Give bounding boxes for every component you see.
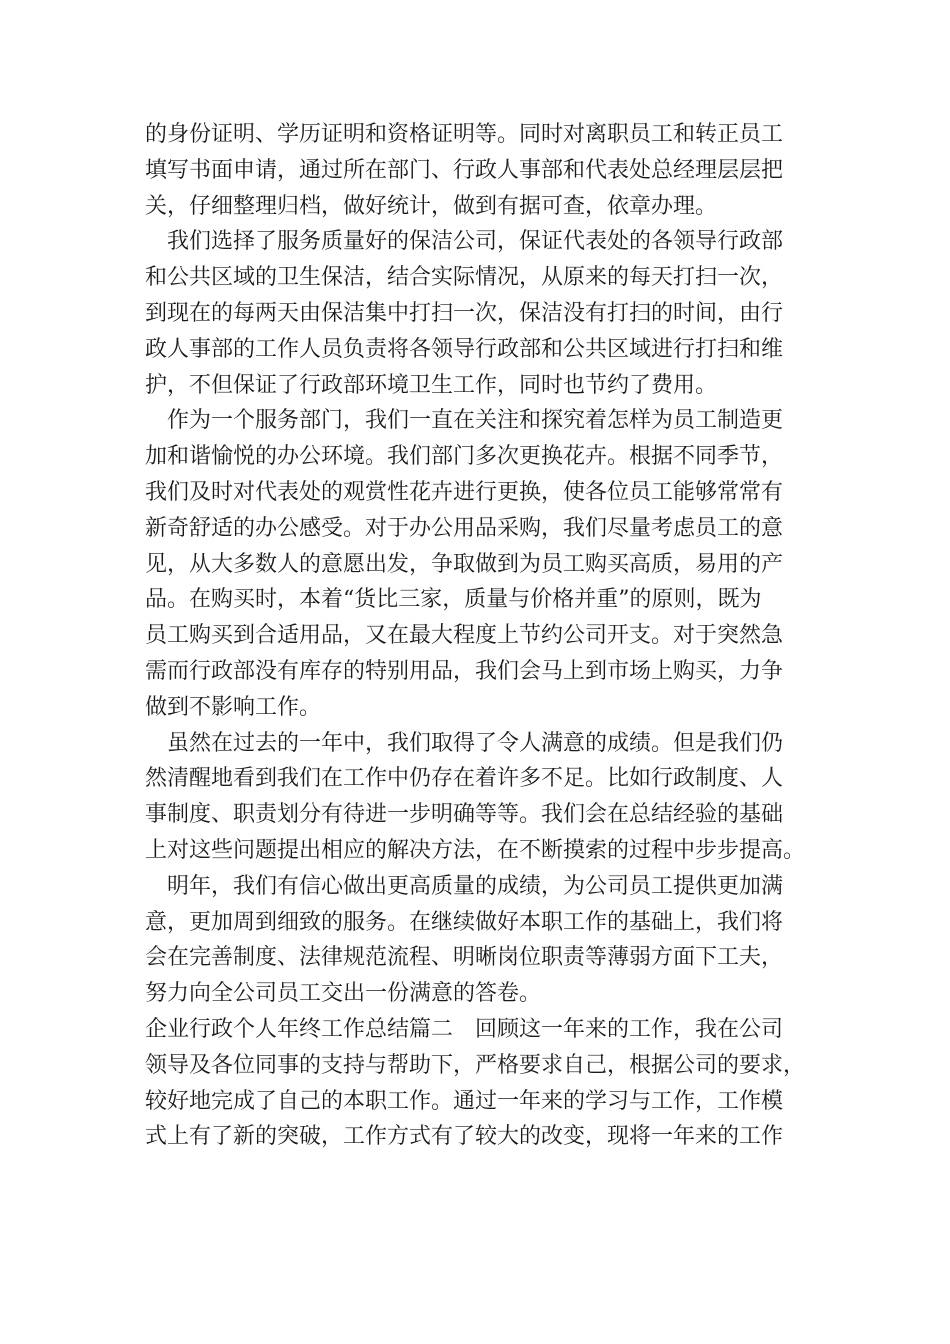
text-line: 的身份证明、学历证明和资格证明等。同时对离职员工和转正员工	[145, 122, 784, 147]
text-line: 员工购买到合适用品，又在最大程度上节约公司开支。对于突然急	[145, 623, 784, 649]
text-line: 较好地完成了自己的本职工作。通过一年来的学习与工作，工作模	[145, 1088, 784, 1114]
text-line: 上对这些问题提出相应的解决方法，在不断摸索的过程中步步提高。	[145, 837, 806, 863]
text-line: 式上有了新的突破，工作方式有了较大的改变，现将一年来的工作	[145, 1124, 784, 1150]
text-line: 然清醒地看到我们在工作中仍存在着许多不足。比如行政制度、人	[145, 766, 784, 792]
text-line: 领导及各位同事的支持与帮助下，严格要求自己，根据公司的要求，	[145, 1052, 806, 1078]
text-line: 见，从大多数人的意愿出发，争取做到为员工购买高质，易用的产	[145, 551, 784, 577]
paragraph-start-line: 明年，我们有信心做出更高质量的成绩，为公司员工提供更加满	[167, 873, 784, 899]
text-line: 新奇舒适的办公感受。对于办公用品采购，我们尽量考虑员工的意	[145, 515, 784, 541]
text-line: 意，更加周到细致的服务。在继续做好本职工作的基础上，我们将	[145, 909, 784, 935]
text-line: 会在完善制度、法律规范流程、明晰岗位职责等薄弱方面下工夫，	[145, 945, 784, 971]
text-line: 事制度、职责划分有待进一步明确等等。我们会在总结经验的基础	[145, 802, 784, 828]
text-line: 护，不但保证了行政部环境卫生工作，同时也节约了费用。	[145, 372, 718, 398]
text-line: 做到不影响工作。	[145, 694, 322, 720]
document-body	[145, 117, 825, 1155]
paragraph-start-line: 我们选择了服务质量好的保洁公司，保证代表处的各领导行政部	[167, 229, 784, 255]
text-line: 加和谐愉悦的办公环境。我们部门多次更换花卉。根据不同季节，	[145, 444, 784, 470]
paragraph-start-line: 虽然在过去的一年中，我们取得了令人满意的成绩。但是我们仍	[167, 730, 784, 756]
text-line: 努力向全公司员工交出一份满意的答卷。	[145, 981, 542, 1007]
text-line: 填写书面申请，通过所在部门、行政人事部和代表处总经理层层把	[145, 157, 784, 183]
paragraph-start-line: 作为一个服务部门，我们一直在关注和探究着怎样为员工制造更	[167, 408, 784, 434]
text-line: 政人事部的工作人员负责将各领导行政部和公共区域进行打扫和维	[145, 336, 784, 362]
text-line: 到现在的每两天由保洁集中打扫一次，保洁没有打扫的时间，由行	[145, 300, 784, 326]
text-line: 和公共区域的卫生保洁，结合实际情况，从原来的每天打扫一次，	[145, 265, 784, 291]
section-heading-line: 企业行政个人年终工作总结篇二 回顾这一年来的工作，我在公司	[145, 1016, 784, 1042]
text-line: 关，仔细整理归档，做好统计，做到有据可查，依章办理。	[145, 193, 718, 219]
text-line: 品。在购买时，本着“货比三家，质量与价格并重”的原则，既为	[145, 587, 762, 613]
text-line: 我们及时对代表处的观赏性花卉进行更换，使各位员工能够常常有	[145, 479, 784, 505]
text-line: 需而行政部没有库存的特别用品，我们会马上到市场上购买，力争	[145, 658, 784, 684]
